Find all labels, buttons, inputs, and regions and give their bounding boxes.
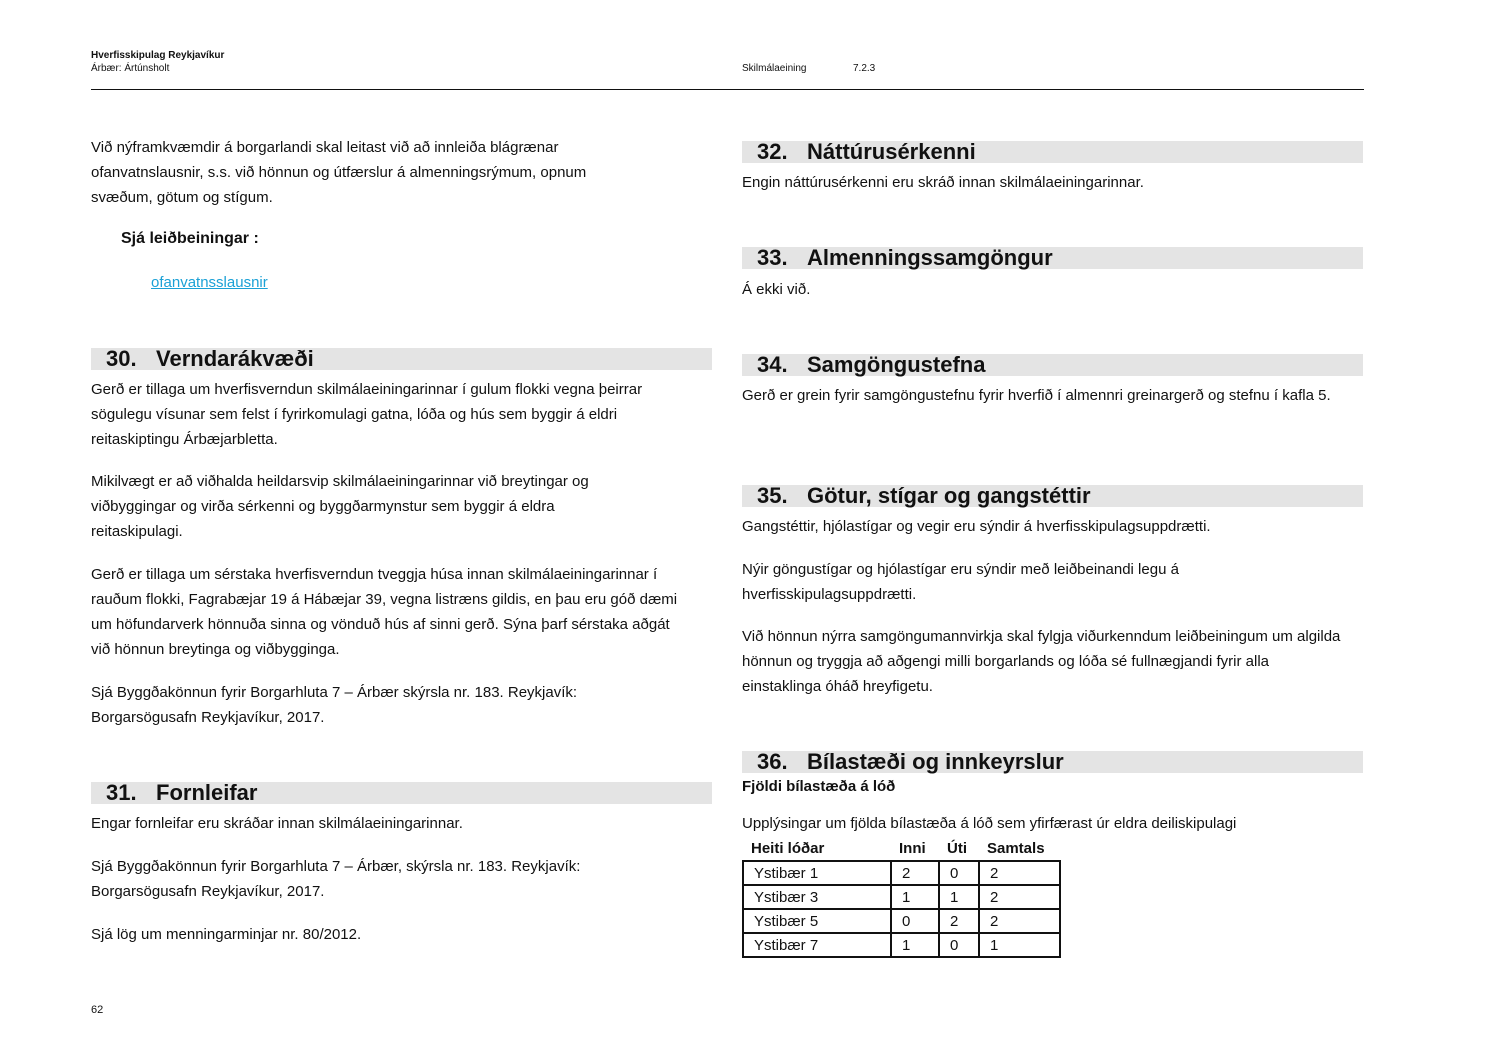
section-number: 34. (757, 352, 788, 377)
paragraph: Sjá Byggðakönnun fyrir Borgarhluta 7 – Árbær skýrsla nr. 183. Reykjavík: Borgarsögusafn Reykjavíkur, 2017. (91, 684, 578, 726)
section-number: 30. (106, 346, 137, 371)
section-number: 32. (757, 139, 788, 164)
guidelines-link[interactable]: ofanvatnsslausnir (151, 274, 268, 291)
intro-paragraph: Við nýframkvæmdir á borgarlandi skal leitast við að innleiða blágrænar ofanvatnslausnir, s.s. við hönnun og útfærslur á almenningsrýmum, opnum svæðum, götum og stígum. (91, 139, 587, 206)
table-cell: 0 (939, 933, 979, 957)
paragraph: Við hönnun nýrra samgöngumannvirkja skal fylgja viðurkenndum leiðbeiningum um algilda hönnun og tryggja að aðgengi milli borgarlands og lóða sé fullnægjandi fyrir alla einstaklinga óháð hreyfigetu. (742, 628, 1341, 695)
column-header: Inni (899, 839, 926, 857)
table-row (743, 861, 1060, 885)
header-subtitle: Árbær: Ártúnsholt (91, 63, 170, 74)
header-section: Skilmálaeining (742, 63, 807, 74)
section-number: 35. (757, 483, 788, 508)
table-cell: 1 (939, 885, 979, 909)
table-cell: 0 (891, 909, 939, 933)
table-cell: Ystibær 5 (743, 909, 891, 933)
header-title: Hverfisskipulag Reykjavíkur (91, 50, 225, 61)
section-heading-30 (91, 348, 712, 370)
paragraph: Á ekki við. (742, 281, 811, 298)
header-section-number: 7.2.3 (853, 63, 876, 74)
table-cell: 2 (979, 909, 1060, 933)
paragraph: Gerð er tillaga um sérstaka hverfisverndun tveggja húsa innan skilmálaeiningarinnar í rauðum flokki, Fagrabæjar 19 á Hábæjar 39, vegna listræns gildis, en þau eru góð dæmi um höfundarverk hönnuða sinna og vönduð hús af sinni gerð. Sýna þarf sérstaka aðgát við hönnun breytinga og viðbygginga. (91, 566, 678, 658)
section-heading-32 (742, 141, 1363, 163)
paragraph: Nýir göngustígar og hjólastígar eru sýndir með leiðbeinandi legu á hverfisskipulagsuppdrætti. (742, 561, 1179, 603)
section-title: Götur, stígar og gangstéttir (807, 483, 1091, 508)
see-guidelines-label: Sjá leiðbeiningar : (121, 230, 259, 247)
table-cell: 0 (939, 861, 979, 885)
paragraph: Gerð er grein fyrir samgöngustefnu fyrir hverfið í almennri greinargerð og stefnu í kafla 5. (742, 387, 1331, 404)
column-header: Úti (947, 839, 967, 857)
table-cell: 1 (891, 885, 939, 909)
section-number: 33. (757, 245, 788, 270)
table-cell: 2 (891, 861, 939, 885)
table-cell: 1 (979, 933, 1060, 957)
page-number: 62 (91, 1004, 104, 1016)
header-divider (91, 89, 1364, 90)
table-cell: Ystibær 1 (743, 861, 891, 885)
table-row (743, 909, 1060, 933)
section-heading-31 (91, 782, 712, 804)
table-cell: 2 (939, 909, 979, 933)
section-heading-34 (742, 354, 1363, 376)
section-heading-33 (742, 247, 1363, 269)
paragraph: Sjá lög um menningarminjar nr. 80/2012. (91, 926, 362, 943)
paragraph: Upplýsingar um fjölda bílastæða á lóð sem yfirfærast úr eldra deiliskipulagi (742, 815, 1237, 832)
table-cell: Ystibær 7 (743, 933, 891, 957)
paragraph: Gerð er tillaga um hverfisverndun skilmálaeiningarinnar í gulum flokki vegna þeirrar sögulegu vísunar sem felst í fyrirkomulagi gatna, lóða og hús sem byggir á eldri reitaskiptingu Árbæjarbletta. (91, 381, 643, 448)
section-title: Fornleifar (156, 780, 258, 805)
paragraph: Mikilvægt er að viðhalda heildarsvip skilmálaeiningarinnar við breytingar og viðbyggingar og virða sérkenni og byggðarmynstur sem byggir á eldra reitaskipulagi. (91, 473, 589, 540)
table-cell: 2 (979, 861, 1060, 885)
section-number: 31. (106, 780, 137, 805)
section-number: 36. (757, 749, 788, 774)
column-header: Heiti lóðar (751, 839, 825, 857)
section-title: Verndarákvæði (156, 346, 314, 371)
table-row (743, 933, 1060, 957)
section-title: Samgöngustefna (807, 352, 986, 377)
table-cell: Ystibær 3 (743, 885, 891, 909)
table-header-row (743, 836, 1060, 861)
paragraph: Gangstéttir, hjólastígar og vegir eru sýndir á hverfisskipulagsuppdrætti. (742, 518, 1211, 535)
paragraph: Engar fornleifar eru skráðar innan skilmálaeiningarinnar. (91, 815, 463, 832)
paragraph: Sjá Byggðakönnun fyrir Borgarhluta 7 – Árbær, skýrsla nr. 183. Reykjavík: Borgarsögusafn Reykjavíkur, 2017. (91, 858, 581, 900)
subheading: Fjöldi bílastæða á lóð (742, 778, 896, 795)
table-cell: 1 (891, 933, 939, 957)
section-title: Almenningssamgöngur (807, 245, 1053, 270)
table-row (743, 885, 1060, 909)
column-header: Samtals (987, 839, 1045, 857)
section-title: Náttúrusérkenni (807, 139, 976, 164)
table-cell: 2 (979, 885, 1060, 909)
parking-table (742, 836, 1061, 958)
section-heading-35 (742, 485, 1363, 507)
section-heading-36 (742, 751, 1363, 773)
paragraph: Engin náttúrusérkenni eru skráð innan skilmálaeiningarinnar. (742, 174, 1144, 191)
section-title: Bílastæði og innkeyrslur (807, 749, 1064, 774)
